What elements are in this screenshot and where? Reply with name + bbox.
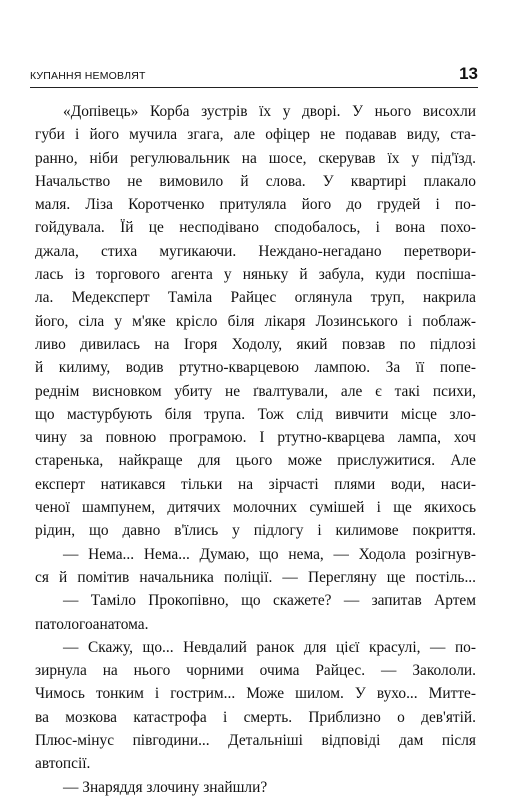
text-line: автопсії. xyxy=(35,755,91,773)
header-rule xyxy=(30,87,478,88)
text-line: — Таміло Прокопівно, що скажете? — запитав Артем xyxy=(63,592,476,610)
text-line: — Скажу, що... Невдалий ранок для цієї красулі, — по- xyxy=(63,638,476,656)
text-line: рідин, що давно в'їлись у підлогу і килимове покриття. xyxy=(35,522,476,540)
running-title: КУПАННЯ НЕМОВЛЯТ xyxy=(30,70,146,82)
text-line: ва мозкова катастрофа і смерть. Приблизно о дев'ятій. xyxy=(35,708,476,726)
text-line: губи і його мучила згага, але офіцер не подавав виду, ста- xyxy=(35,126,476,144)
text-line: джала, стиха мугикаючи. Нежданo-негадано перетвори- xyxy=(35,242,476,260)
text-line: маля. Ліза Коротченко притуляла його до грудей і по- xyxy=(35,196,476,214)
text-line: ся й помітив начальника поліції. — Перегляну ще постіль... xyxy=(35,568,476,586)
text-line: старенька, найкраще для цього може прислужитися. Але xyxy=(35,452,476,470)
text-line: «Допівець» Корба зустрів їх у дворі. У нього висохли xyxy=(63,103,476,120)
text-line: реднім висновком убиту не ґвалтували, але є такі психи, xyxy=(35,382,476,400)
text-line: — Нема... Нема... Думаю, що нема, — Ходола розігнув- xyxy=(63,545,476,563)
text-line: експерт натикався тільки на зірчасті плями води, наси- xyxy=(35,475,476,493)
text-line: зирнула на нього чорними очима Райцес. — Закололи. xyxy=(35,662,476,680)
text-line: — Знаряддя злочину знайшли? xyxy=(63,778,268,796)
body-text xyxy=(35,100,476,799)
text-line: що мастурбують біля трупа. Тож слід вивчити місце зло- xyxy=(35,405,476,423)
text-line: Начальство не вимовило й слова. У квартирі плакало xyxy=(35,172,476,190)
page-header xyxy=(30,60,478,88)
text-line: й килиму, водив ртутно-кварцевою лампою. За її попе- xyxy=(35,359,476,377)
text-line: патологоанатома. xyxy=(35,615,149,633)
text-line: чину за повною програмою. І ртутно-кварцева лампа, хоч xyxy=(35,429,476,447)
text-line: Чимось тонким і гострим... Може шилом. У вухо... Митте- xyxy=(35,685,476,703)
text-line: гойдувала. Їй це несподівано сподобалось, і вона похо- xyxy=(35,219,476,237)
text-line: ченої шампунем, дитячих молочних сумішей і ще якихось xyxy=(35,499,476,517)
page-number: 13 xyxy=(459,64,478,83)
text-line: ранно, ніби регулювальник на шосе, скерував їх у під'їзд. xyxy=(35,149,476,167)
text-line: Плюс-мінус півгодини... Детальніші відповіді дам після xyxy=(35,732,476,750)
text-line: ла. Медексперт Таміла Райцес оглянула труп, накрила xyxy=(35,289,476,307)
text-line: лась із торгового агента у няньку й забула, куди поспіша- xyxy=(35,266,476,284)
text-line: ливо дивилась на Ігоря Ходолу, який повзав по підлозі xyxy=(35,335,476,353)
text-line: його, сіла у м'яке крісло біля лікаря Лозинського і поблаж- xyxy=(35,312,476,330)
